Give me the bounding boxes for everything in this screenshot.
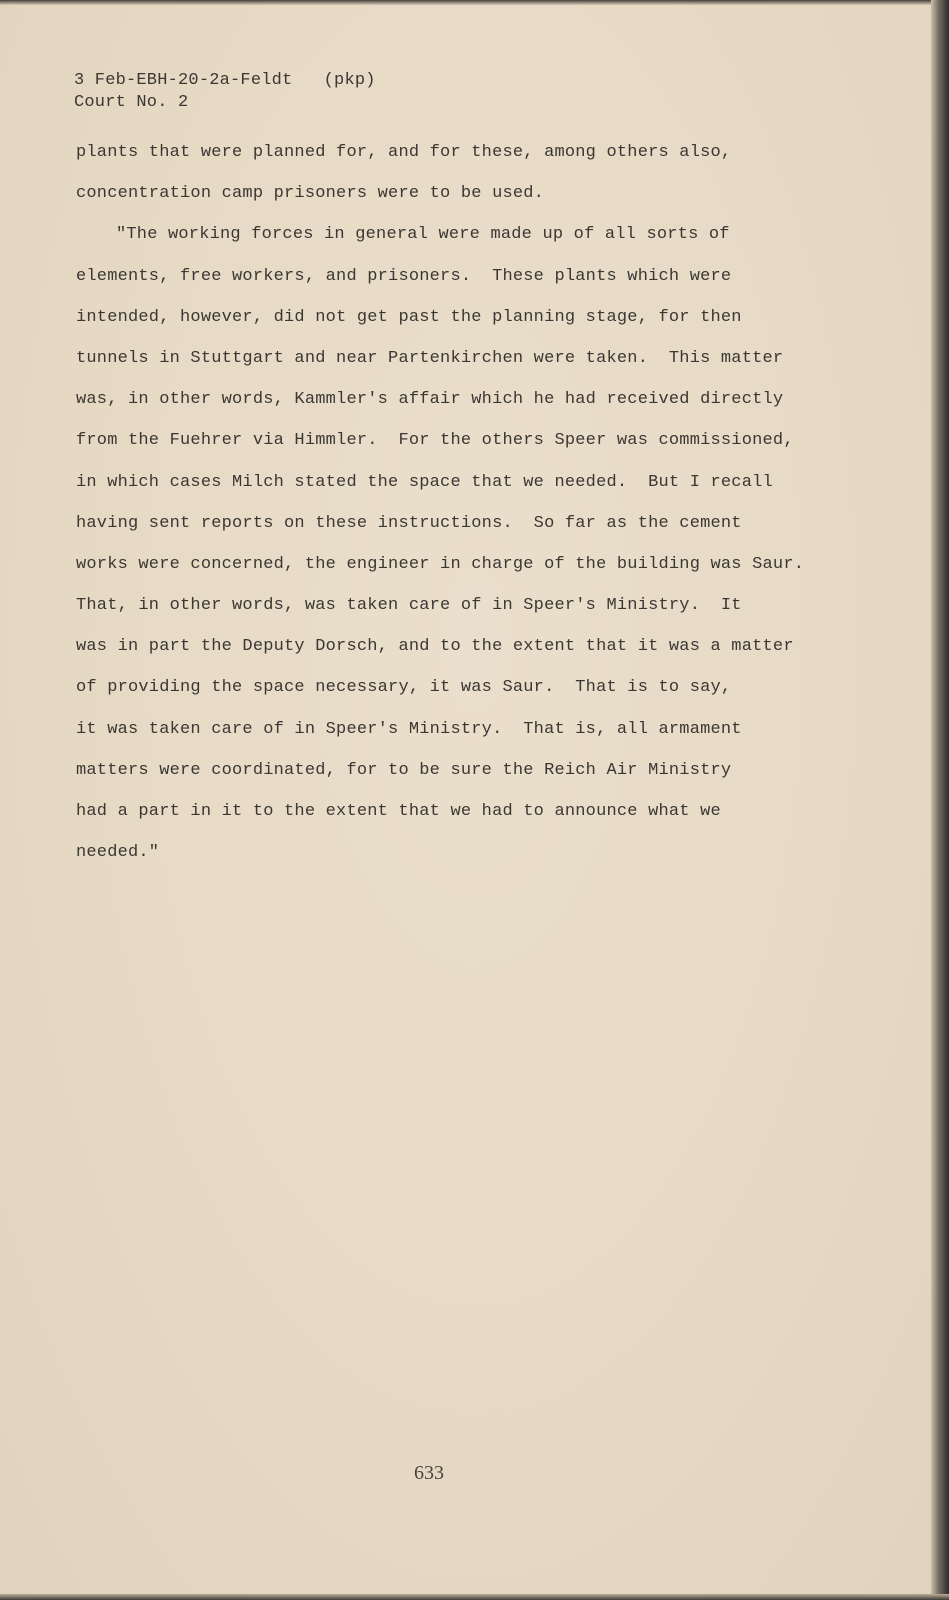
body-line: was, in other words, Kammler's affair which he had received directly <box>76 390 784 410</box>
body-line: it was taken care of in Speer's Ministry. That is, all armament <box>76 719 742 739</box>
transcript-body <box>76 140 876 881</box>
body-line: elements, free workers, and prisoners. These plants which were <box>76 266 732 286</box>
body-line: intended, however, did not get past the planning stage, for then <box>76 307 742 327</box>
document-header <box>74 70 376 114</box>
body-line: needed." <box>76 843 160 863</box>
body-line: having sent reports on these instructions. So far as the cement <box>76 513 742 533</box>
header-reference-line: 3 Feb-EBH-20-2a-Feldt (pkp) <box>74 71 376 90</box>
scan-edge-bottom <box>0 1594 949 1600</box>
header-court-line: Court No. 2 <box>74 93 189 112</box>
scan-edge-top <box>0 0 949 5</box>
scan-edge-right <box>931 0 949 1600</box>
body-line: That, in other words, was taken care of in Speer's Ministry. It <box>76 596 742 616</box>
body-line: was in part the Deputy Dorsch, and to the extent that it was a matter <box>76 637 794 657</box>
body-line: matters were coordinated, for to be sure the Reich Air Ministry <box>76 760 732 780</box>
body-line: of providing the space necessary, it was Saur. That is to say, <box>76 678 732 698</box>
body-line: "The working forces in general were made up of all sorts of <box>116 225 730 245</box>
body-line: concentration camp prisoners were to be used. <box>76 184 545 204</box>
body-line: in which cases Milch stated the space that we needed. But I recall <box>76 472 773 492</box>
body-line: plants that were planned for, and for these, among others also, <box>76 143 732 162</box>
page-number: 633 <box>414 1462 444 1484</box>
body-line: had a part in it to the extent that we had to announce what we <box>76 802 721 821</box>
body-line: works were concerned, the engineer in charge of the building was Saur. <box>76 554 805 574</box>
body-line: tunnels in Stuttgart and near Partenkirchen were taken. This matter <box>76 348 784 368</box>
body-line: from the Fuehrer via Himmler. For the others Speer was commissioned, <box>76 431 794 451</box>
